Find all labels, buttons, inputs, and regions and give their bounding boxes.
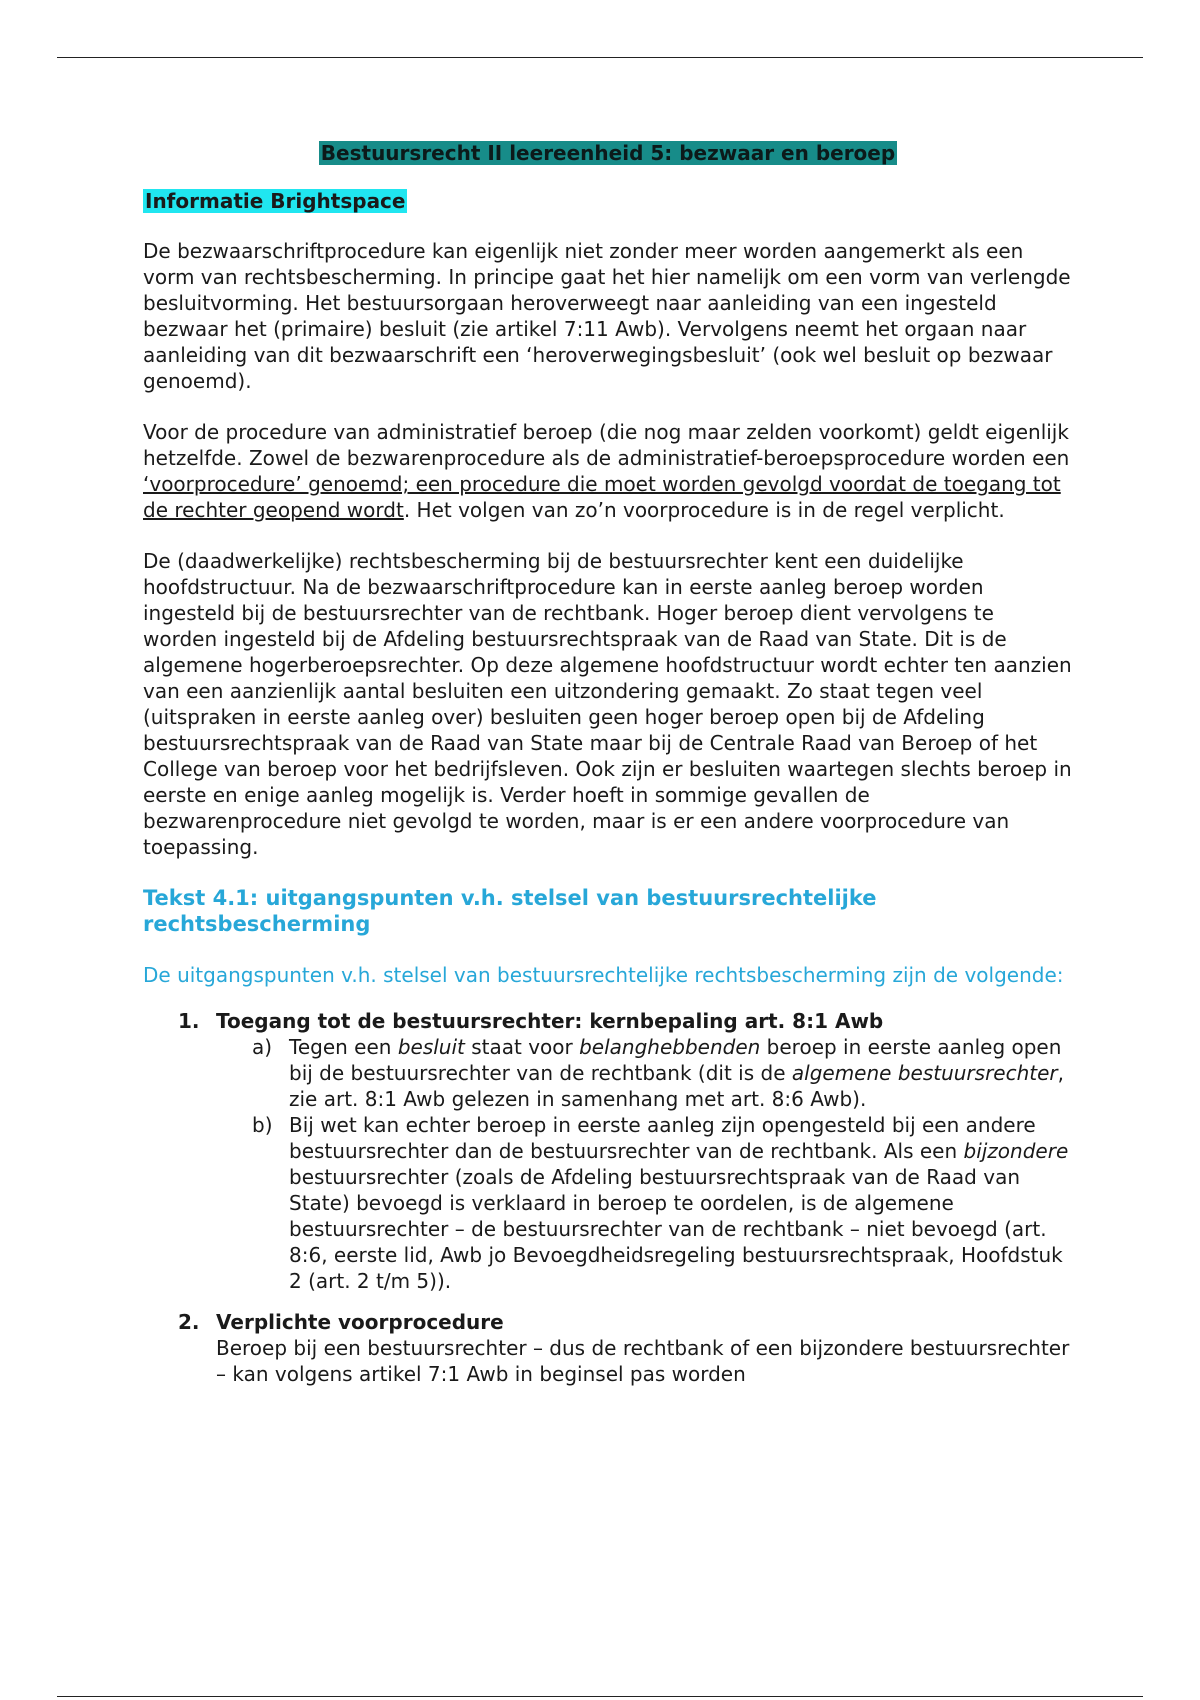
list-item-body: Beroep bij een bestuursrechter – dus de rechtbank of een bijzondere bestuursrechter – kan volgens artikel 7:1 Awb in beginsel pas worden <box>216 1336 1070 1386</box>
paragraph-1: De bezwaarschriftprocedure kan eigenlijk niet zonder meer worden aangemerkt als een vorm van rechtsbescherming. In principe gaat het hier namelijk om een vorm van verlengde besluitvorming. Het bestuursorgaan heroverweegt naar aanleiding van een ingesteld bezwaar het (primaire) besluit (zie artikel 7:11 Awb). Vervolgens neemt het orgaan naar aanleiding van dit bezwaarschrift een ‘heroverwegingsbesluit’ (ook wel besluit op bezwaar genoemd). <box>143 239 1071 393</box>
paragraph-2 <box>143 419 1073 523</box>
sub-list-letter: a) <box>252 1035 273 1059</box>
sub-list-item <box>216 1112 1073 1294</box>
text-run: beroep in eerste aanleg open bij de bestuursrechter van de rechtbank (dit is de <box>289 1035 1062 1085</box>
text-run: Tegen een <box>289 1035 398 1059</box>
footer-rule <box>57 1696 1143 1697</box>
list-item <box>143 1008 1073 1294</box>
italic-run: algemene bestuursrechter <box>791 1061 1058 1085</box>
header-rule <box>57 57 1143 58</box>
document-body <box>143 140 1073 1402</box>
sub-list-item <box>216 1034 1073 1112</box>
italic-run: besluit <box>397 1035 465 1059</box>
sub-list-text <box>289 1034 1073 1112</box>
list-item-number: 2. <box>178 1310 200 1334</box>
document-title <box>143 140 1073 166</box>
text-run: , zie art. 8:1 Awb gelezen in samenhang met art. 8:6 Awb). <box>289 1061 1064 1111</box>
sub-list-text <box>289 1112 1073 1294</box>
paragraph-2-underlined: ‘voorprocedure’ genoemd; een procedure die moet worden gevolgd voordat de toegang tot de rechter geopend wordt <box>143 472 1061 522</box>
italic-run: bijzondere <box>963 1139 1069 1163</box>
list-item <box>143 1309 1073 1387</box>
text-run: Bij wet kan echter beroep in eerste aanleg zijn opengesteld bij een andere bestuursrechter dan de bestuursrechter van de rechtbank. Als een <box>289 1113 1036 1163</box>
sub-list-letter: b) <box>252 1113 273 1137</box>
list-item-title: Toegang tot de bestuursrechter: kernbepaling art. 8:1 Awb <box>216 1009 884 1033</box>
info-heading <box>143 188 1073 214</box>
list-item-title: Verplichte voorprocedure <box>216 1310 504 1334</box>
paragraph-2-part-1: Voor de procedure van administratief beroep (die nog maar zelden voorkomt) geldt eigenlijk hetzelfde. Zowel de bezwarenprocedure als de administratief-beroepsprocedure worden een <box>143 420 1070 470</box>
sub-list <box>216 1034 1073 1294</box>
italic-run: belanghebbenden <box>579 1035 761 1059</box>
text-run: staat voor <box>464 1035 580 1059</box>
paragraph-2-part-2: . Het volgen van zo’n voorprocedure is in de regel verplicht. <box>403 498 1005 522</box>
text-run: bestuursrechter (zoals de Afdeling bestuursrechtspraak van de Raad van State) bevoegd is verklaard in beroep te oordelen, is de algemene bestuursrechter – de bestuursrechter van de rechtbank – niet bevoegd (art. 8:6, eerste lid, Awb jo Bevoegdheidsregeling bestuursrechtspraak, Hoofdstuk 2 (art. 2 t/m 5)). <box>289 1165 1063 1293</box>
principles-list <box>143 1008 1073 1387</box>
list-item-number: 1. <box>178 1009 200 1033</box>
section-intro: De uitgangspunten v.h. stelsel van bestuursrechtelijke rechtsbescherming zijn de volgende: <box>143 963 1064 987</box>
document-title-text: Bestuursrecht II leereenheid 5: bezwaar en beroep <box>320 141 896 165</box>
paragraph-3: De (daadwerkelijke) rechtsbescherming bij de bestuursrechter kent een duidelijke hoofdstructuur. Na de bezwaarschriftprocedure kan in eerste aanleg beroep worden ingesteld bij de bestuursrechter van de rechtbank. Hoger beroep dient vervolgens te worden ingesteld bij de Afdeling bestuursrechtspraak van de Raad van State. Dit is de algemene hogerberoepsrechter. Op deze algemene hoofdstructuur wordt echter ten aanzien van een aanzienlijk aantal besluiten een uitzondering gemaakt. Zo staat tegen veel (uitspraken in eerste aanleg over) besluiten geen hoger beroep open bij de Afdeling bestuursrechtspraak van de Raad van State maar bij de Centrale Raad van Beroep of het College van beroep voor het bedrijfsleven. Ook zijn er besluiten waartegen slechts beroep in eerste en enige aanleg mogelijk is. Verder hoeft in sommige gevallen de bezwarenprocedure niet gevolgd te worden, maar is er een andere voorprocedure van toepassing. <box>143 549 1072 859</box>
info-heading-text: Informatie Brightspace <box>145 189 406 213</box>
section-heading: Tekst 4.1: uitgangspunten v.h. stelsel van bestuursrechtelijke rechtsbescherming <box>143 886 877 936</box>
